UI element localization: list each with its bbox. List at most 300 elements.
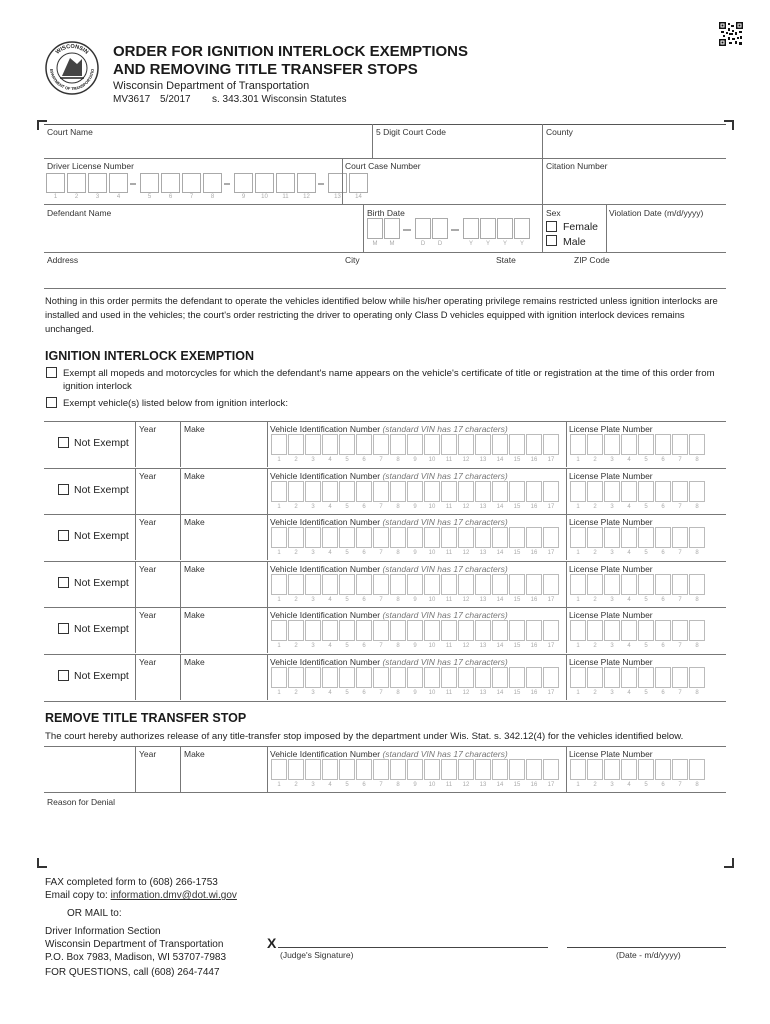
vin-char-box[interactable] [441, 434, 457, 455]
violation-date-input[interactable] [607, 222, 726, 246]
plate-char-box[interactable] [655, 667, 671, 688]
vin-char-box[interactable] [492, 620, 508, 641]
vin-label: Vehicle Identification Number [270, 657, 381, 667]
corner-mark-top-left [37, 120, 47, 130]
plate-char-number: 6 [661, 643, 665, 650]
vin-char-box[interactable] [458, 574, 474, 595]
city-input[interactable] [343, 266, 493, 286]
dl-digit-box[interactable] [88, 173, 107, 193]
vin-char-box[interactable] [322, 527, 338, 548]
vin-char-box[interactable] [509, 481, 525, 502]
plate-char-box[interactable] [621, 481, 637, 502]
dl-digit-box[interactable] [182, 173, 201, 193]
vin-char-box[interactable] [305, 434, 321, 455]
dl-dash [318, 183, 324, 185]
vin-char-box[interactable] [458, 667, 474, 688]
vin-char-box[interactable] [458, 620, 474, 641]
vin-char-box[interactable] [390, 620, 406, 641]
vin-char-number: 14 [496, 457, 504, 463]
vin-char-box[interactable] [509, 667, 525, 688]
plate-char-box[interactable] [587, 434, 603, 455]
dl-digit-box[interactable] [161, 173, 180, 193]
plate-char-box[interactable] [655, 574, 671, 595]
vin-char-box[interactable] [271, 527, 287, 548]
plate-char-box[interactable] [689, 759, 705, 780]
plate-char-number: 4 [627, 550, 631, 557]
vin-char-box[interactable] [407, 527, 423, 548]
vin-char-box[interactable] [305, 574, 321, 595]
driver-license-boxes[interactable] [46, 173, 362, 203]
make-input[interactable] [181, 435, 266, 461]
vin-char-box[interactable] [543, 667, 559, 688]
plate-char-box[interactable] [570, 759, 586, 780]
vin-char-box[interactable] [271, 667, 287, 688]
vin-char-box[interactable] [424, 527, 440, 548]
dl-digit-number: 12 [303, 194, 310, 200]
vin-char-box[interactable] [492, 667, 508, 688]
plate-char-box[interactable] [570, 434, 586, 455]
dob-digit-box[interactable] [514, 218, 530, 239]
make-input[interactable] [181, 668, 266, 694]
vin-char-number: 1 [277, 690, 281, 696]
plate-char-box[interactable] [570, 481, 586, 502]
vin-char-box[interactable] [458, 527, 474, 548]
plate-char-number: 5 [644, 457, 648, 463]
vin-char-box[interactable] [526, 434, 542, 455]
vin-char-box[interactable] [407, 434, 423, 455]
vin-char-box[interactable] [492, 759, 508, 780]
vin-char-number: 15 [513, 550, 521, 557]
vin-char-number: 6 [362, 782, 366, 788]
year-input[interactable] [136, 621, 179, 647]
dl-digit-number: 10 [261, 194, 268, 200]
vin-char-box[interactable] [441, 574, 457, 595]
plate-char-box[interactable] [621, 434, 637, 455]
judge-signature-input[interactable] [280, 929, 548, 947]
plate-char-box[interactable] [689, 434, 705, 455]
plate-char-box[interactable] [672, 574, 688, 595]
vin-char-box[interactable] [288, 574, 304, 595]
plate-char-box[interactable] [570, 574, 586, 595]
vin-char-box[interactable] [492, 527, 508, 548]
make-input[interactable] [181, 621, 266, 647]
court-name-input[interactable] [44, 138, 372, 156]
vin-note: (standard VIN has 17 characters) [382, 610, 508, 621]
vin-char-box[interactable] [373, 620, 389, 641]
plate-char-box[interactable] [587, 574, 603, 595]
plate-char-box[interactable] [638, 434, 654, 455]
plate-char-number: 6 [661, 550, 665, 557]
plate-char-box[interactable] [587, 620, 603, 641]
make-input[interactable] [181, 528, 266, 554]
dl-digit-box[interactable] [140, 173, 159, 193]
male-checkbox[interactable] [546, 235, 557, 246]
vin-char-box[interactable] [492, 434, 508, 455]
vin-char-box[interactable] [339, 527, 355, 548]
exempt-vehicles-checkbox[interactable] [46, 397, 57, 408]
vin-char-box[interactable] [322, 759, 338, 780]
vin-char-box[interactable] [509, 434, 525, 455]
vin-char-number: 8 [396, 690, 400, 696]
not-exempt-checkbox[interactable] [58, 484, 69, 495]
vin-char-box[interactable] [322, 481, 338, 502]
vin-char-box[interactable] [441, 667, 457, 688]
vin-char-box[interactable] [526, 527, 542, 548]
column-divider [566, 421, 567, 467]
vin-char-box[interactable] [288, 481, 304, 502]
vin-char-box[interactable] [339, 481, 355, 502]
plate-char-box[interactable] [638, 574, 654, 595]
plate-char-number: 8 [695, 457, 699, 463]
vin-char-box[interactable] [356, 574, 372, 595]
plate-char-box[interactable] [621, 527, 637, 548]
vin-char-box[interactable] [373, 527, 389, 548]
dob-digit-letter: Y [519, 241, 524, 247]
vin-char-number: 5 [345, 550, 349, 557]
vin-char-box[interactable] [458, 434, 474, 455]
vin-char-box[interactable] [441, 759, 457, 780]
vin-char-box[interactable] [356, 434, 372, 455]
vin-char-box[interactable] [475, 527, 491, 548]
vin-char-box[interactable] [458, 759, 474, 780]
plate-char-box[interactable] [689, 481, 705, 502]
plate-char-box[interactable] [689, 574, 705, 595]
vin-char-box[interactable] [339, 434, 355, 455]
vin-char-box[interactable] [390, 481, 406, 502]
plate-char-box[interactable] [604, 667, 620, 688]
dob-digit-letter: Y [468, 241, 473, 247]
dl-digit-box[interactable] [276, 173, 295, 193]
not-exempt-checkbox[interactable] [58, 437, 69, 448]
signature-date-input[interactable] [568, 929, 726, 947]
female-checkbox[interactable] [546, 221, 557, 232]
vin-char-box[interactable] [322, 620, 338, 641]
dl-digit-box[interactable] [67, 173, 86, 193]
vin-char-box[interactable] [356, 667, 372, 688]
dl-digit-box[interactable] [203, 173, 222, 193]
exempt-mopeds-checkbox[interactable] [46, 367, 57, 378]
vin-char-box[interactable] [271, 481, 287, 502]
dob-digit-box[interactable] [480, 218, 496, 239]
vin-char-box[interactable] [475, 434, 491, 455]
mail-address-2: Wisconsin Department of Transportation [45, 939, 224, 950]
dob-digit-box[interactable] [432, 218, 448, 239]
vin-char-box[interactable] [407, 620, 423, 641]
vin-char-box[interactable] [390, 434, 406, 455]
plate-char-box[interactable] [587, 527, 603, 548]
plate-char-box[interactable] [570, 667, 586, 688]
vin-char-box[interactable] [441, 527, 457, 548]
vin-char-box[interactable] [339, 620, 355, 641]
vin-char-box[interactable] [424, 759, 440, 780]
not-exempt-checkbox[interactable] [58, 530, 69, 541]
vin-char-box[interactable] [305, 527, 321, 548]
vin-char-box[interactable] [390, 759, 406, 780]
address-input[interactable] [44, 266, 340, 286]
vin-char-box[interactable] [390, 667, 406, 688]
dl-digit-number: 9 [241, 194, 246, 200]
corner-mark-top-right [724, 120, 734, 130]
vin-char-box[interactable] [407, 574, 423, 595]
plate-char-box[interactable] [655, 620, 671, 641]
vin-label-group [270, 471, 508, 481]
plate-char-box[interactable] [672, 667, 688, 688]
vin-char-box[interactable] [543, 481, 559, 502]
vin-char-box[interactable] [509, 620, 525, 641]
plate-char-number: 5 [644, 503, 648, 510]
plate-char-box[interactable] [621, 759, 637, 780]
birth-date-boxes[interactable] [367, 218, 539, 250]
vin-char-box[interactable] [356, 620, 372, 641]
plate-char-box[interactable] [672, 620, 688, 641]
dl-digit-number: 1 [53, 194, 58, 200]
dob-digit-box[interactable] [463, 218, 479, 239]
vin-char-box[interactable] [424, 667, 440, 688]
vin-char-box[interactable] [543, 759, 559, 780]
email-link[interactable]: information.dmv@dot.wi.gov [110, 890, 237, 901]
dob-digit-box[interactable] [497, 218, 513, 239]
vin-char-box[interactable] [271, 434, 287, 455]
plate-char-box[interactable] [672, 481, 688, 502]
county-input[interactable] [543, 138, 726, 156]
vin-char-box[interactable] [424, 481, 440, 502]
vin-char-number: 3 [311, 643, 315, 650]
vin-char-box[interactable] [322, 667, 338, 688]
vin-char-box[interactable] [526, 667, 542, 688]
vin-char-box[interactable] [424, 620, 440, 641]
vin-char-box[interactable] [305, 481, 321, 502]
vin-char-box[interactable] [407, 667, 423, 688]
vin-char-number: 2 [294, 643, 298, 650]
make-label: Make [184, 424, 205, 434]
plate-char-number: 7 [678, 690, 682, 696]
vin-char-number: 11 [445, 503, 453, 510]
dob-digit-box[interactable] [415, 218, 431, 239]
plate-char-box[interactable] [689, 527, 705, 548]
vin-char-box[interactable] [373, 759, 389, 780]
make-input[interactable] [181, 760, 266, 786]
vin-label: Vehicle Identification Number [270, 517, 381, 528]
vin-char-box[interactable] [339, 667, 355, 688]
plate-char-number: 8 [695, 596, 699, 603]
plate-char-number: 2 [593, 690, 597, 696]
vin-char-box[interactable] [492, 574, 508, 595]
plate-char-box[interactable] [604, 574, 620, 595]
vin-char-box[interactable] [271, 574, 287, 595]
vin-char-box[interactable] [441, 620, 457, 641]
vin-char-box[interactable] [288, 434, 304, 455]
court-code-label: 5 Digit Court Code [376, 127, 446, 137]
dl-digit-box[interactable] [255, 173, 274, 193]
vin-char-box[interactable] [543, 574, 559, 595]
plate-char-box[interactable] [570, 527, 586, 548]
dl-digit-box[interactable] [297, 173, 316, 193]
vin-char-box[interactable] [271, 620, 287, 641]
vin-char-box[interactable] [526, 620, 542, 641]
plate-char-box[interactable] [604, 759, 620, 780]
plate-char-box[interactable] [604, 434, 620, 455]
vin-char-box[interactable] [288, 759, 304, 780]
vin-char-number: 16 [530, 643, 538, 650]
vin-char-box[interactable] [390, 527, 406, 548]
plate-char-box[interactable] [655, 434, 671, 455]
plate-char-box[interactable] [672, 434, 688, 455]
vin-char-box[interactable] [322, 574, 338, 595]
vin-char-number: 12 [462, 690, 470, 696]
vin-char-box[interactable] [424, 574, 440, 595]
vin-char-number: 17 [547, 690, 555, 696]
plate-char-box[interactable] [689, 620, 705, 641]
vin-char-box[interactable] [475, 574, 491, 595]
plate-char-number: 5 [644, 643, 648, 650]
vin-char-box[interactable] [441, 481, 457, 502]
year-input[interactable] [136, 760, 179, 786]
plate-char-box[interactable] [672, 759, 688, 780]
vin-char-box[interactable] [526, 574, 542, 595]
plate-char-box[interactable] [587, 759, 603, 780]
vin-note: (standard VIN has 17 characters) [382, 517, 508, 528]
dl-digit-box[interactable] [46, 173, 65, 193]
plate-label: License Plate Number [569, 610, 653, 621]
make-input[interactable] [181, 482, 266, 508]
column-divider [267, 468, 268, 514]
vin-char-number: 7 [379, 550, 383, 557]
year-input[interactable] [136, 435, 179, 461]
vin-char-box[interactable] [288, 667, 304, 688]
vin-char-box[interactable] [526, 759, 542, 780]
vin-char-box[interactable] [492, 481, 508, 502]
plate-label: License Plate Number [569, 517, 653, 528]
not-exempt-checkbox[interactable] [58, 577, 69, 588]
vin-char-box[interactable] [339, 759, 355, 780]
vin-char-box[interactable] [475, 620, 491, 641]
column-divider [267, 561, 268, 607]
row-divider [44, 468, 726, 469]
vin-char-box[interactable] [475, 667, 491, 688]
court-case-input[interactable] [343, 175, 541, 199]
vin-char-number: 2 [294, 596, 298, 603]
vin-char-box[interactable] [373, 574, 389, 595]
signature-date-label: (Date - m/d/yyyy) [616, 950, 681, 960]
plate-char-box[interactable] [689, 667, 705, 688]
plate-char-box[interactable] [638, 527, 654, 548]
vin-char-number: 2 [294, 457, 298, 463]
not-exempt-checkbox[interactable] [58, 623, 69, 634]
vin-char-box[interactable] [288, 527, 304, 548]
vin-label-group [270, 657, 508, 667]
dob-digit-box[interactable] [384, 218, 400, 239]
plate-char-box[interactable] [672, 527, 688, 548]
vin-char-box[interactable] [475, 481, 491, 502]
court-code-input[interactable] [373, 138, 541, 156]
vin-char-number: 10 [428, 690, 436, 696]
plate-char-number: 6 [661, 782, 665, 788]
vin-note: (standard VIN has 17 characters) [382, 563, 508, 574]
vin-char-box[interactable] [509, 574, 525, 595]
vin-char-box[interactable] [509, 527, 525, 548]
vin-char-box[interactable] [271, 759, 287, 780]
plate-char-box[interactable] [604, 527, 620, 548]
year-input[interactable] [136, 482, 179, 508]
vin-char-box[interactable] [373, 434, 389, 455]
plate-char-box[interactable] [655, 527, 671, 548]
vin-char-box[interactable] [373, 667, 389, 688]
plate-char-box[interactable] [638, 481, 654, 502]
dl-digit-box[interactable] [109, 173, 128, 193]
dl-digit-number: 8 [210, 194, 215, 200]
column-divider [267, 746, 268, 792]
plate-char-box[interactable] [655, 481, 671, 502]
questions-text: FOR QUESTIONS, call (608) 264-7447 [45, 967, 220, 978]
vin-char-box[interactable] [475, 759, 491, 780]
vin-char-box[interactable] [543, 434, 559, 455]
vin-char-box[interactable] [373, 481, 389, 502]
plate-char-box[interactable] [587, 481, 603, 502]
state-input[interactable] [494, 266, 570, 286]
make-label: Make [184, 749, 205, 759]
vin-char-number: 5 [345, 782, 349, 788]
vin-char-number: 2 [294, 503, 298, 510]
plate-char-box[interactable] [604, 620, 620, 641]
vin-char-box[interactable] [407, 481, 423, 502]
vin-char-box[interactable] [543, 527, 559, 548]
vin-char-box[interactable] [305, 620, 321, 641]
vin-char-box[interactable] [407, 759, 423, 780]
defendant-name-input[interactable] [44, 222, 362, 246]
vin-char-box[interactable] [356, 527, 372, 548]
year-input[interactable] [136, 528, 179, 554]
year-input[interactable] [136, 668, 179, 694]
vin-char-box[interactable] [390, 574, 406, 595]
vin-char-box[interactable] [526, 481, 542, 502]
plate-char-box[interactable] [587, 667, 603, 688]
plate-char-box[interactable] [638, 667, 654, 688]
citation-input[interactable] [543, 175, 726, 199]
vin-char-box[interactable] [288, 620, 304, 641]
not-exempt-checkbox[interactable] [58, 670, 69, 681]
reason-denial-input[interactable] [44, 808, 730, 856]
vin-char-box[interactable] [305, 759, 321, 780]
vin-char-box[interactable] [458, 481, 474, 502]
dl-digit-box[interactable] [234, 173, 253, 193]
year-input[interactable] [136, 575, 179, 601]
vin-char-box[interactable] [305, 667, 321, 688]
plate-char-box[interactable] [621, 574, 637, 595]
plate-char-box[interactable] [621, 667, 637, 688]
plate-label: License Plate Number [569, 563, 653, 574]
vin-char-box[interactable] [509, 759, 525, 780]
plate-char-box[interactable] [621, 620, 637, 641]
vin-char-number: 4 [328, 643, 332, 650]
plate-char-box[interactable] [570, 620, 586, 641]
plate-char-number: 7 [678, 503, 682, 510]
vin-char-box[interactable] [339, 574, 355, 595]
vin-char-number: 5 [345, 596, 349, 603]
vin-char-box[interactable] [356, 759, 372, 780]
zip-input[interactable] [572, 266, 726, 286]
plate-char-box[interactable] [604, 481, 620, 502]
vin-char-box[interactable] [424, 434, 440, 455]
vin-char-box[interactable] [543, 620, 559, 641]
plate-char-box[interactable] [638, 620, 654, 641]
make-input[interactable] [181, 575, 266, 601]
dob-digit-box[interactable] [367, 218, 383, 239]
vin-char-box[interactable] [356, 481, 372, 502]
citation-label: Citation Number [546, 161, 608, 171]
plate-char-box[interactable] [655, 759, 671, 780]
plate-char-box[interactable] [638, 759, 654, 780]
vin-char-box[interactable] [322, 434, 338, 455]
